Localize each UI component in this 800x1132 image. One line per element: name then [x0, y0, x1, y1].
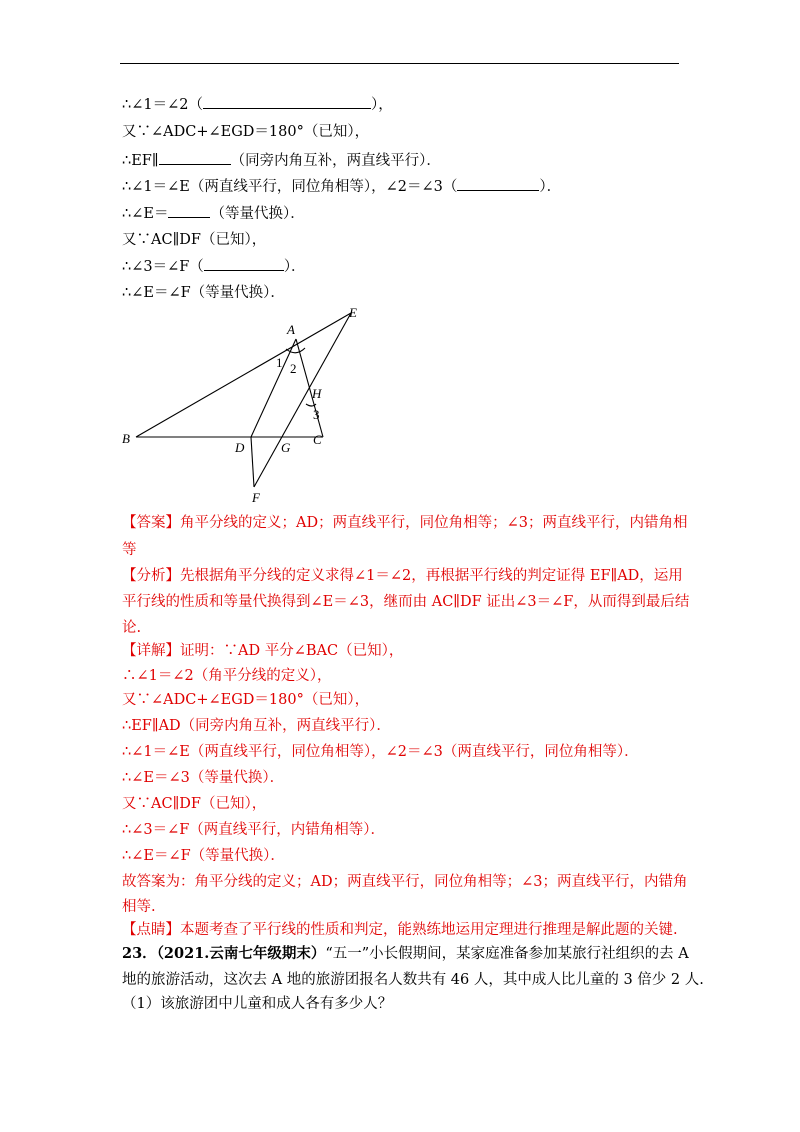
q-line-3-text: ∴EF∥ — [122, 153, 159, 169]
q-line-1 — [122, 94, 393, 115]
analysis-line-3: 论. — [122, 620, 142, 636]
detail-line-5: ∴∠1＝∠E（两直线平行，同位角相等），∠2＝∠3（两直线平行，同位角相等）． — [122, 744, 639, 760]
detail-line-3: 又∵∠ADC+∠EGD＝180°（已知）， — [122, 692, 370, 708]
label-H: H — [312, 386, 322, 401]
detail-line-7: 又∵AC∥DF（已知）， — [122, 796, 267, 812]
q-line-4-tail: ）． — [539, 179, 562, 195]
final-answer-line-2: 相等. — [122, 899, 156, 915]
q-line-7-tail: ）． — [283, 259, 306, 275]
label-angle-2: 2 — [290, 361, 297, 376]
line-DF — [251, 437, 254, 487]
label-C: C — [313, 432, 322, 447]
detail-line-1: 【详解】证明：∵AD 平分∠BAC（已知）， — [122, 643, 404, 659]
label-D: D — [235, 440, 245, 455]
q-line-5-tail: （等量代换）． — [210, 206, 305, 222]
detail-line-8: ∴∠3＝∠F（两直线平行，内错角相等）． — [122, 822, 386, 838]
q-line-8: ∴∠E＝∠F（等量代换）． — [122, 285, 285, 301]
q23-number: 23． — [122, 945, 157, 962]
answer-line-2: 等 — [122, 542, 137, 558]
answer-blank-5[interactable] — [204, 256, 284, 271]
q23-line-3: （1）该旅游团中儿童和成人各有多少人？ — [122, 996, 393, 1012]
answer-blank-2[interactable] — [159, 150, 231, 165]
q-line-3-tail: （同旁内角互补，两直线平行）． — [230, 153, 441, 169]
label-A: A — [287, 322, 295, 337]
answer-blank-1[interactable] — [203, 94, 371, 109]
final-answer-line-1: 故答案为：角平分线的定义；AD；两直线平行，同位角相等；∠3；两直线平行，内错角 — [122, 874, 688, 890]
q-line-2: 又∵∠ADC+∠EGD＝180°（已知）， — [122, 124, 370, 140]
detail-line-9: ∴∠E＝∠F（等量代换）． — [122, 848, 285, 864]
comment-line: 【点睛】本题考查了平行线的性质和判定，能熟练地运用定理进行推理是解此题的关键. — [122, 922, 678, 938]
q23-source: （2021.云南七年级期末） — [156, 945, 326, 962]
geometry-figure — [110, 300, 390, 510]
q-line-6: 又∵AC∥DF（已知）， — [122, 232, 267, 248]
q-line-1-tail: ）， — [370, 97, 393, 113]
line-AD — [251, 339, 296, 437]
q-line-5-text: ∴∠E＝ — [122, 206, 169, 222]
q-line-7-text: ∴∠3＝∠F（ — [122, 259, 204, 275]
label-angle-1: 1 — [276, 355, 283, 370]
detail-line-4: ∴EF∥AD（同旁内角互补，两直线平行）． — [122, 718, 391, 734]
label-G: G — [281, 440, 291, 455]
label-B: B — [122, 431, 130, 446]
detail-line-2: ∴∠1＝∠2（角平分线的定义）， — [122, 668, 332, 684]
q-line-3 — [122, 150, 441, 171]
label-F: F — [252, 490, 260, 505]
q-line-5 — [122, 203, 305, 224]
answer-blank-4[interactable] — [168, 203, 210, 218]
q-line-4 — [122, 176, 561, 197]
q23-line-1 — [122, 944, 689, 964]
detail-line-6: ∴∠E＝∠3（等量代换）． — [122, 770, 285, 786]
q-line-7 — [122, 256, 306, 277]
q-line-1-text: ∴∠1＝∠2（ — [122, 97, 203, 113]
q23-line-2: 地的旅游活动，这次去 A 地的旅游团报名人数共有 46 人，其中成人比儿童的 3 倍少 2 人. — [122, 972, 704, 988]
q-line-4-text: ∴∠1＝∠E（两直线平行，同位角相等），∠2＝∠3（ — [122, 179, 458, 195]
header-rule — [120, 63, 679, 64]
label-angle-3: 3 — [313, 407, 320, 422]
q23-line-1-rest: “五一”小长假期间，某家庭准备参加某旅行社组织的去 A — [325, 946, 689, 962]
answer-blank-3[interactable] — [457, 176, 539, 191]
analysis-line-2: 平行线的性质和等量代换得到∠E＝∠3，继而由 AC∥DF 证出∠3＝∠F，从而得到最后结 — [122, 594, 690, 610]
label-E: E — [349, 305, 357, 320]
answer-line-1: 【答案】角平分线的定义；AD；两直线平行，同位角相等；∠3；两直线平行，内错角相 — [122, 515, 688, 531]
analysis-line-1: 【分析】先根据角平分线的定义求得∠1＝∠2，再根据平行线的判定证得 EF∥AD，运用 — [122, 568, 683, 584]
